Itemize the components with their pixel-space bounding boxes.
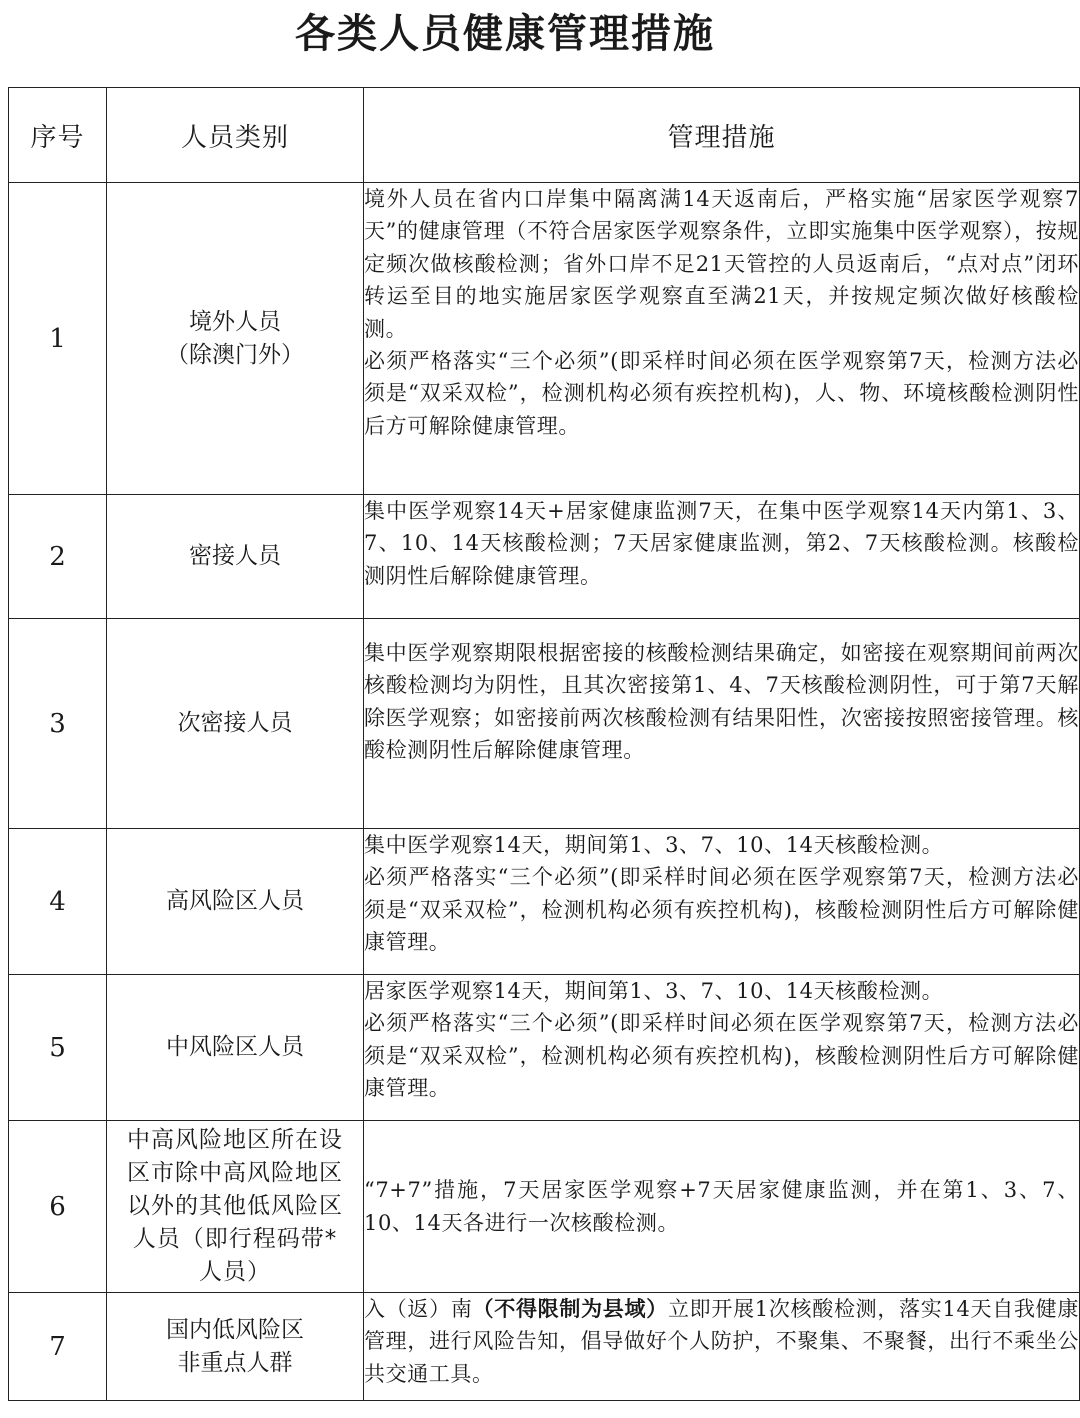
- row-number: 3: [9, 619, 107, 829]
- row-category: [107, 1293, 364, 1401]
- measures-paragraph: 必须严格落实“三个必须”(即采样时间必须在医学观察第7天，检测方法必须是“双采双检”，检测机构必须有疾控机构)，人、物、环境核酸检测阴性后方可解除健康管理。: [364, 349, 1079, 438]
- row-measures: [364, 1121, 1080, 1293]
- measures-emphasis: （不得限制为县域）: [472, 1296, 668, 1321]
- row-number: 2: [9, 495, 107, 619]
- table-row: [9, 495, 1080, 619]
- category-line: 境外人员: [189, 308, 281, 335]
- header-seq: 序号: [9, 88, 107, 183]
- table-header-row: [9, 88, 1080, 183]
- table-row: [9, 183, 1080, 495]
- table-row: [9, 975, 1080, 1121]
- row-measures: [364, 619, 1080, 829]
- category-line: 高风险区人员: [166, 888, 304, 914]
- table-row: [9, 1121, 1080, 1293]
- measures-paragraph: 必须严格落实“三个必须”(即采样时间必须在医学观察第7天，检测方法必须是“双采双检”，检测机构必须有疾控机构)，核酸检测阴性后方可解除健康管理。: [364, 1011, 1079, 1101]
- row-number: 4: [9, 829, 107, 975]
- row-category: [107, 829, 364, 975]
- row-measures: [364, 975, 1080, 1121]
- measures-prefix: 入（返）南: [364, 1297, 473, 1321]
- row-number: 5: [9, 975, 107, 1121]
- row-category: [107, 975, 364, 1121]
- row-category: [107, 183, 364, 495]
- category-line: 国内低风险区: [166, 1316, 304, 1343]
- measures-paragraph: 集中医学观察期限根据密接的核酸检测结果确定，如密接在观察期间前两次核酸检测均为阴性，且其次密接第1、4、7天核酸检测阴性，可于第7天解除医学观察；如密接前两次核酸检测有结果阳性，次密接按照密接管理。核酸检测阴性后解除健康管理。: [364, 641, 1079, 763]
- measures-paragraph: “7+7”措施，7天居家医学观察+7天居家健康监测，并在第1、3、7、10、14天各进行一次核酸检测。: [364, 1178, 1079, 1235]
- row-category: [107, 495, 364, 619]
- table-row: [9, 829, 1080, 975]
- category-line: 中风险区人员: [166, 1034, 304, 1060]
- category-line: 非重点人群: [177, 1349, 293, 1376]
- row-number: 6: [9, 1121, 107, 1293]
- row-number: 1: [9, 183, 107, 495]
- measures-paragraph: 必须严格落实“三个必须”(即采样时间必须在医学观察第7天，检测方法必须是“双采双检”，检测机构必须有疾控机构)，核酸检测阴性后方可解除健康管理。: [364, 865, 1079, 955]
- measures-paragraph: 集中医学观察14天+居家健康监测7天，在集中医学观察14天内第1、3、7、10、14天核酸检测；7天居家健康监测，第2、7天核酸检测。核酸检测阴性后解除健康管理。: [364, 499, 1079, 588]
- row-category: [107, 619, 364, 829]
- row-measures: [364, 829, 1080, 975]
- category-line: （除澳门外）: [166, 341, 304, 368]
- page-title: 各类人员健康管理措施: [295, 11, 715, 57]
- row-measures: [364, 183, 1080, 495]
- table-row: [9, 619, 1080, 829]
- measures-paragraph: 集中医学观察14天，期间第1、3、7、10、14天核酸检测。: [364, 833, 944, 857]
- table-row: [9, 1293, 1080, 1401]
- row-number: 7: [9, 1293, 107, 1401]
- header-category: 人员类别: [107, 88, 364, 183]
- category-line: 次密接人员: [177, 710, 293, 736]
- header-measures: 管理措施: [364, 88, 1080, 183]
- category-line: 中高风险地区所在设区市除中高风险地区以外的其他低风险区人员（即行程码带*人员）: [127, 1127, 343, 1285]
- row-measures: [364, 1293, 1080, 1401]
- health-measures-table: [8, 87, 1080, 1401]
- category-line: 密接人员: [189, 543, 281, 569]
- row-measures: [364, 495, 1080, 619]
- row-category: [107, 1121, 364, 1293]
- measures-paragraph: 境外人员在省内口岸集中隔离满14天返南后，严格实施“居家医学观察7天”的健康管理（不符合居家医学观察条件，立即实施集中医学观察），按规定频次做核酸检测；省外口岸不足21天管控的人员返南后，“点对点”闭环转运至目的地实施居家医学观察直至满21天，并按规定频次做好核酸检测。: [364, 187, 1079, 341]
- measures-suffix: 立即开展1次核酸检测，落实14天自我健康管理，进行风险告知，倡导做好个人防护，不聚集、不聚餐，出行不乘坐公共交通工具。: [364, 1297, 1079, 1386]
- measures-paragraph: 居家医学观察14天，期间第1、3、7、10、14天核酸检测。: [364, 979, 944, 1003]
